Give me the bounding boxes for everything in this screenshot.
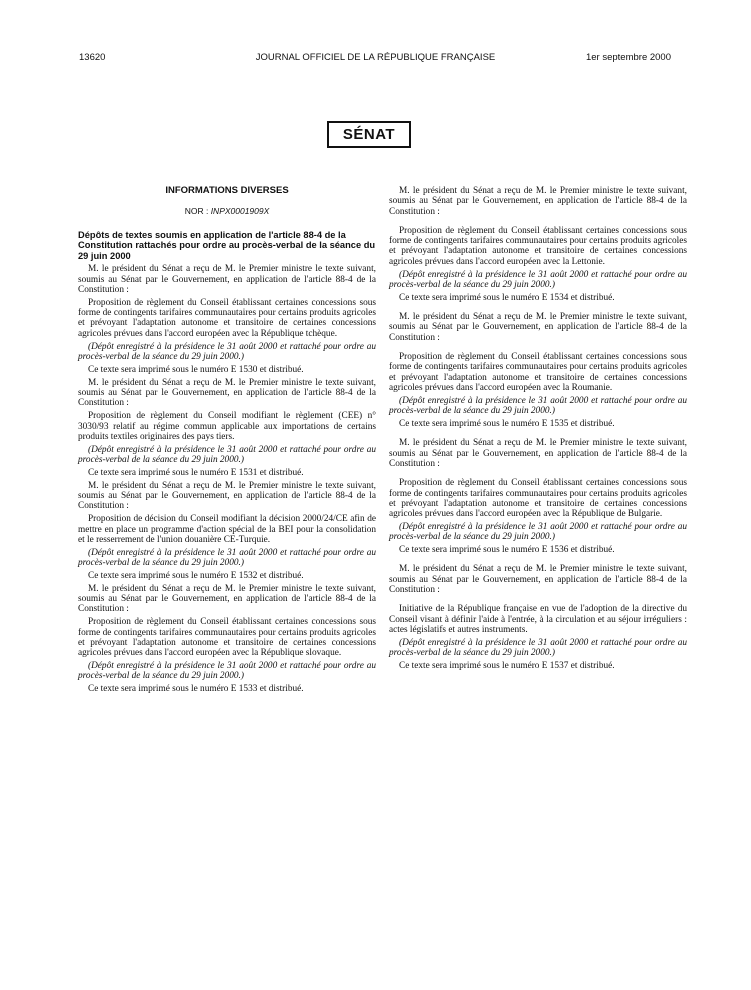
nor-value: INPX0001909X — [210, 206, 270, 217]
paragraph: Proposition de règlement du Conseil établissant certaines concessions sous forme de contingents tarifaires communautaires pour certains produits agricoles et prévoyant l'adaptation autonome et transitoire de certaines concessions agricoles prévues dans l'accord européen avec la Lettonie. — [389, 225, 687, 267]
section-label-box — [327, 121, 411, 148]
paragraph: Proposition de règlement du Conseil établissant certaines concessions sous forme de contingents tarifaires communautaires pour certains produits agricoles et prévoyant l'adaptation autonome et transitoire de certaines concessions agricoles prévues dans l'accord européen avec la République tchèque. — [78, 297, 376, 339]
paragraph: Proposition de décision du Conseil modifiant la décision 2000/24/CE afin de mettre en place un programme d'action spécial de la BEI pour la consolidation et le resserrement de l'union douanière CE-Turquie. — [78, 514, 376, 545]
deposit-note: (Dépôt enregistré à la présidence le 31 août 2000 et rattaché pour ordre au procès-verbal de la séance du 29 juin 2000.) — [78, 547, 376, 569]
paragraph: Ce texte sera imprimé sous le numéro E 1530 et distribué. — [88, 364, 304, 375]
deposit-note: (Dépôt enregistré à la présidence le 31 août 2000 et rattaché pour ordre au procès-verbal de la séance du 29 juin 2000.) — [389, 269, 687, 290]
paragraph: Ce texte sera imprimé sous le numéro E 1535 et distribué. — [399, 419, 615, 430]
section-label: SÉNAT — [342, 126, 396, 143]
paragraph: Proposition de règlement du Conseil établissant certaines concessions sous forme de contingents tarifaires communautaires pour certains produits agricoles et prévoyant l'adaptation autonome et transitoire de certaines concessions agricoles prévues dans l'accord européen avec la République slovaque. — [78, 617, 376, 659]
deposit-note: (Dépôt enregistré à la présidence le 31 août 2000 et rattaché pour ordre au procès-verbal de la séance du 29 juin 2000.) — [78, 444, 376, 465]
paragraph: Ce texte sera imprimé sous le numéro E 1531 et distribué. — [88, 467, 304, 478]
deposit-note: (Dépôt enregistré à la présidence le 31 août 2000 et rattaché pour ordre au procès-verbal de la séance du 29 juin 2000.) — [78, 341, 376, 362]
paragraph: M. le président du Sénat a reçu de M. le Premier ministre le texte suivant, soumis au Sénat par le Gouvernement, en application de l'article 88-4 de la Constitution : — [389, 312, 687, 343]
issue-date: 1er septembre 2000 — [585, 52, 671, 63]
paragraph: Ce texte sera imprimé sous le numéro E 1532 et distribué. — [88, 570, 304, 581]
paragraph: Proposition de règlement du Conseil établissant certaines concessions sous forme de contingents tarifaires communautaires pour certains produits agricoles et prévoyant l'adaptation autonome et transitoire de certaines concessions agricoles prévues dans l'accord européen avec la Roumanie. — [389, 352, 687, 393]
paragraph: Proposition de règlement du Conseil modifiant le règlement (CEE) n° 3030/93 relatif au régime commun applicable aux importations de certains produits textiles originaires des pays tiers. — [78, 411, 376, 442]
paragraph: M. le président du Sénat a reçu de M. le Premier ministre le texte suivant, soumis au Sénat par le Gouvernement, en application de l'article 88-4 de la Constitution : — [389, 564, 687, 596]
deposit-note: (Dépôt enregistré à la présidence le 31 août 2000 et rattaché pour ordre au procès-verbal de la séance du 29 juin 2000.) — [389, 395, 687, 417]
paragraph: Ce texte sera imprimé sous le numéro E 1534 et distribué. — [399, 292, 615, 303]
page-number: 13620 — [79, 52, 106, 63]
left-column — [78, 186, 376, 697]
paragraph: M. le président du Sénat a reçu de M. le Premier ministre le texte suivant, soumis au Sénat par le Gouvernement, en application de l'article 88-4 de la Constitution : — [78, 264, 376, 295]
nor-label: NOR : — [184, 206, 209, 217]
paragraph: Ce texte sera imprimé sous le numéro E 1533 et distribué. — [88, 684, 304, 695]
paragraph: M. le président du Sénat a reçu de M. le Premier ministre le texte suivant, soumis au Sénat par le Gouvernement, en application de l'article 88-4 de la Constitution : — [78, 480, 376, 512]
deposit-note: (Dépôt enregistré à la présidence le 31 août 2000 et rattaché pour ordre au procès-verbal de la séance du 29 juin 2000.) — [389, 521, 687, 543]
right-column — [389, 186, 687, 674]
journal-title: JOURNAL OFFICIEL DE LA RÉPUBLIQUE FRANÇAISE — [255, 52, 496, 63]
paragraph: M. le président du Sénat a reçu de M. le Premier ministre le texte suivant, soumis au Sénat par le Gouvernement, en application de l'article 88-4 de la Constitution : — [78, 583, 376, 615]
deposit-note: (Dépôt enregistré à la présidence le 31 août 2000 et rattaché pour ordre au procès-verbal de la séance du 29 juin 2000.) — [78, 661, 376, 682]
article-heading: Dépôts de textes soumis en application de l'article 88-4 de la Constitution rattachés pour ordre au procès-verbal de la séance du 29 juin 2000 — [78, 229, 376, 261]
paragraph: Initiative de la République française en vue de l'adoption de la directive du Conseil visant à définir l'aide à l'entrée, à la circulation et au séjour irréguliers : actes législatifs et autres instruments. — [389, 604, 687, 635]
deposit-note: (Dépôt enregistré à la présidence le 31 août 2000 et rattaché pour ordre au procès-verbal de la séance du 29 juin 2000.) — [389, 637, 687, 659]
paragraph: Ce texte sera imprimé sous le numéro E 1536 et distribué. — [399, 545, 615, 556]
paragraph: Ce texte sera imprimé sous le numéro E 1537 et distribué. — [399, 661, 615, 672]
paragraph: M. le président du Sénat a reçu de M. le Premier ministre le texte suivant, soumis au Sénat par le Gouvernement, en application de l'article 88-4 de la Constitution : — [389, 438, 687, 469]
nor-reference — [78, 206, 376, 216]
paragraph: M. le président du Sénat a reçu de M. le Premier ministre le texte suivant, soumis au Sénat par le Gouvernement, en application de l'article 88-4 de la Constitution : — [78, 377, 376, 409]
paragraph: Proposition de règlement du Conseil établissant certaines concessions sous forme de contingents tarifaires communautaires pour certains produits agricoles et prévoyant l'adaptation autonome et transitoire de certaines concessions agricoles prévues dans l'accord européen avec la République de Bulgarie. — [389, 478, 687, 520]
section-title: INFORMATIONS DIVERSES — [165, 185, 289, 196]
paragraph: M. le président du Sénat a reçu de M. le Premier ministre le texte suivant, soumis au Sénat par le Gouvernement, en application de l'article 88-4 de la Constitution : — [389, 186, 687, 217]
